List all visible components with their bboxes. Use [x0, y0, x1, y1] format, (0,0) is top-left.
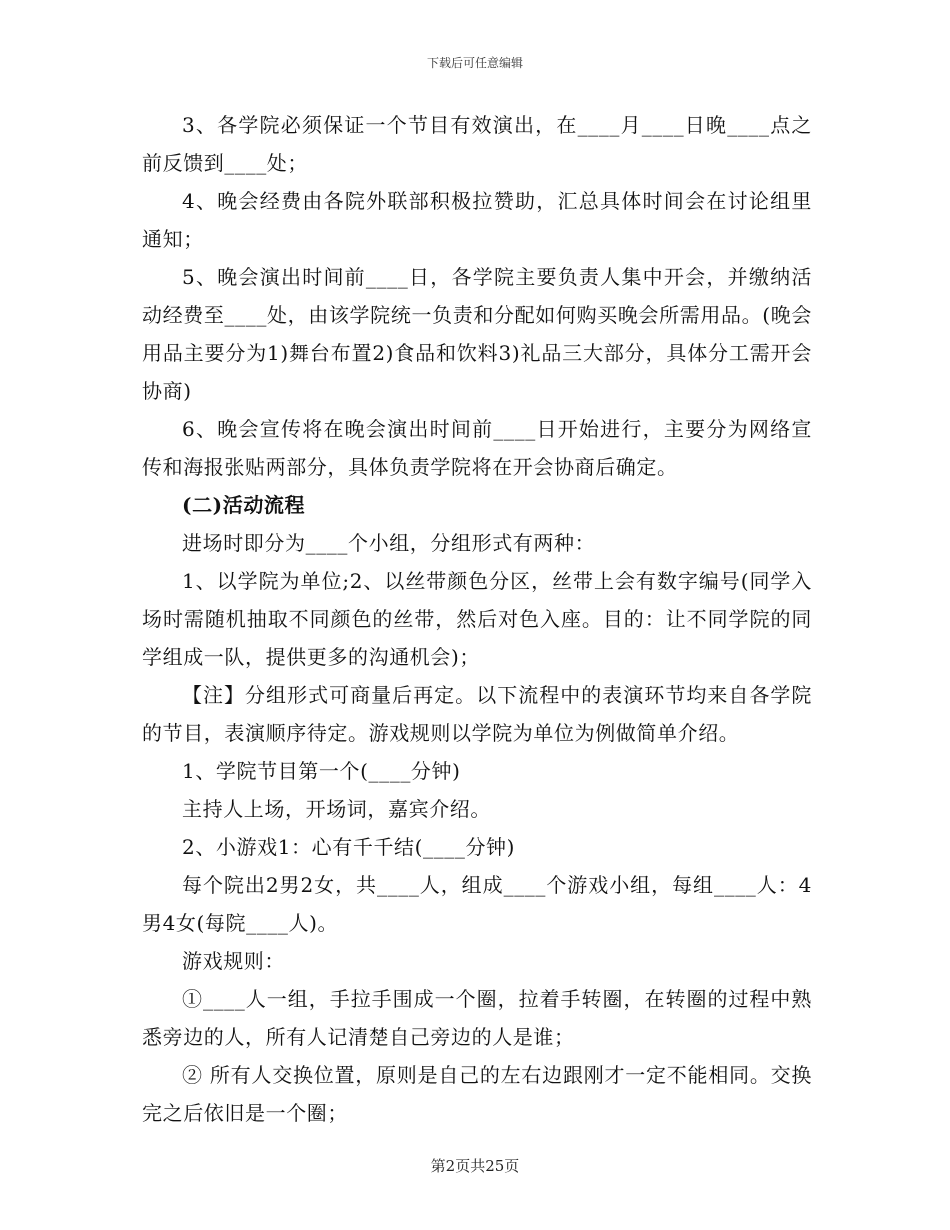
paragraph-step-2: 2、小游戏1：心有千千结(____分钟): [182, 835, 516, 859]
paragraph-rules-title: 游戏规则：: [182, 949, 285, 973]
paragraph-item-3: 3、各学院必须保证一个节目有效演出，在____月____日晚____点之前反馈到____处；: [142, 113, 812, 175]
paragraph-rule-1: ①____人一组，手拉手围成一个圈，拉着手转圈，在转圈的过程中熟悉旁边的人，所有人记清楚自己旁边的人是谁；: [142, 987, 812, 1049]
section-heading: (二)活动流程: [182, 493, 306, 517]
paragraph-note: 【注】分组形式可商量后再定。以下流程中的表演环节均来自各学院的节目，表演顺序待定。游戏规则以学院为单位为例做简单介绍。: [142, 683, 812, 745]
paragraph-rule-2: ② 所有人交换位置，原则是自己的左右边跟刚才一定不能相同。交换完之后依旧是一个圈；: [142, 1063, 812, 1125]
page-header: 下载后可任意编辑: [426, 56, 523, 70]
paragraph-item-4: 4、晚会经费由各院外联部积极拉赞助，汇总具体时间会在讨论组里通知；: [142, 189, 812, 251]
paragraph-item-5: 5、晚会演出时间前____日，各学院主要负责人集中开会，并缴纳活动经费至____处，由该学院统一负责和分配如何购买晚会所需用品。(晚会用品主要分为1)舞台布置2)食品和饮料3)礼品三大部分，具体分工需开会协商): [142, 265, 812, 403]
paragraph-step-1: 1、学院节目第一个(____分钟): [182, 759, 461, 783]
page-footer: 第2页共25页: [430, 1157, 520, 1175]
paragraph-item-6: 6、晚会宣传将在晚会演出时间前____日开始进行，主要分为网络宣传和海报张贴两部分，具体负责学院将在开会协商后确定。: [142, 417, 812, 479]
paragraph-host-intro: 主持人上场，开场词，嘉宾介绍。: [182, 797, 491, 821]
paragraph-grouping-methods: 1、以学院为单位;2、以丝带颜色分区，丝带上会有数字编号(同学入场时需随机抽取不同颜色的丝带，然后对色入座。目的：让不同学院的同学组成一队，提供更多的沟通机会)；: [142, 569, 812, 669]
paragraph-participants: 每个院出2男2女，共____人，组成____个游戏小组，每组____人：4男4女(每院____人)。: [142, 873, 812, 935]
document-body: [142, 106, 812, 1132]
paragraph-grouping: 进场时即分为____个小组，分组形式有两种：: [182, 531, 596, 555]
